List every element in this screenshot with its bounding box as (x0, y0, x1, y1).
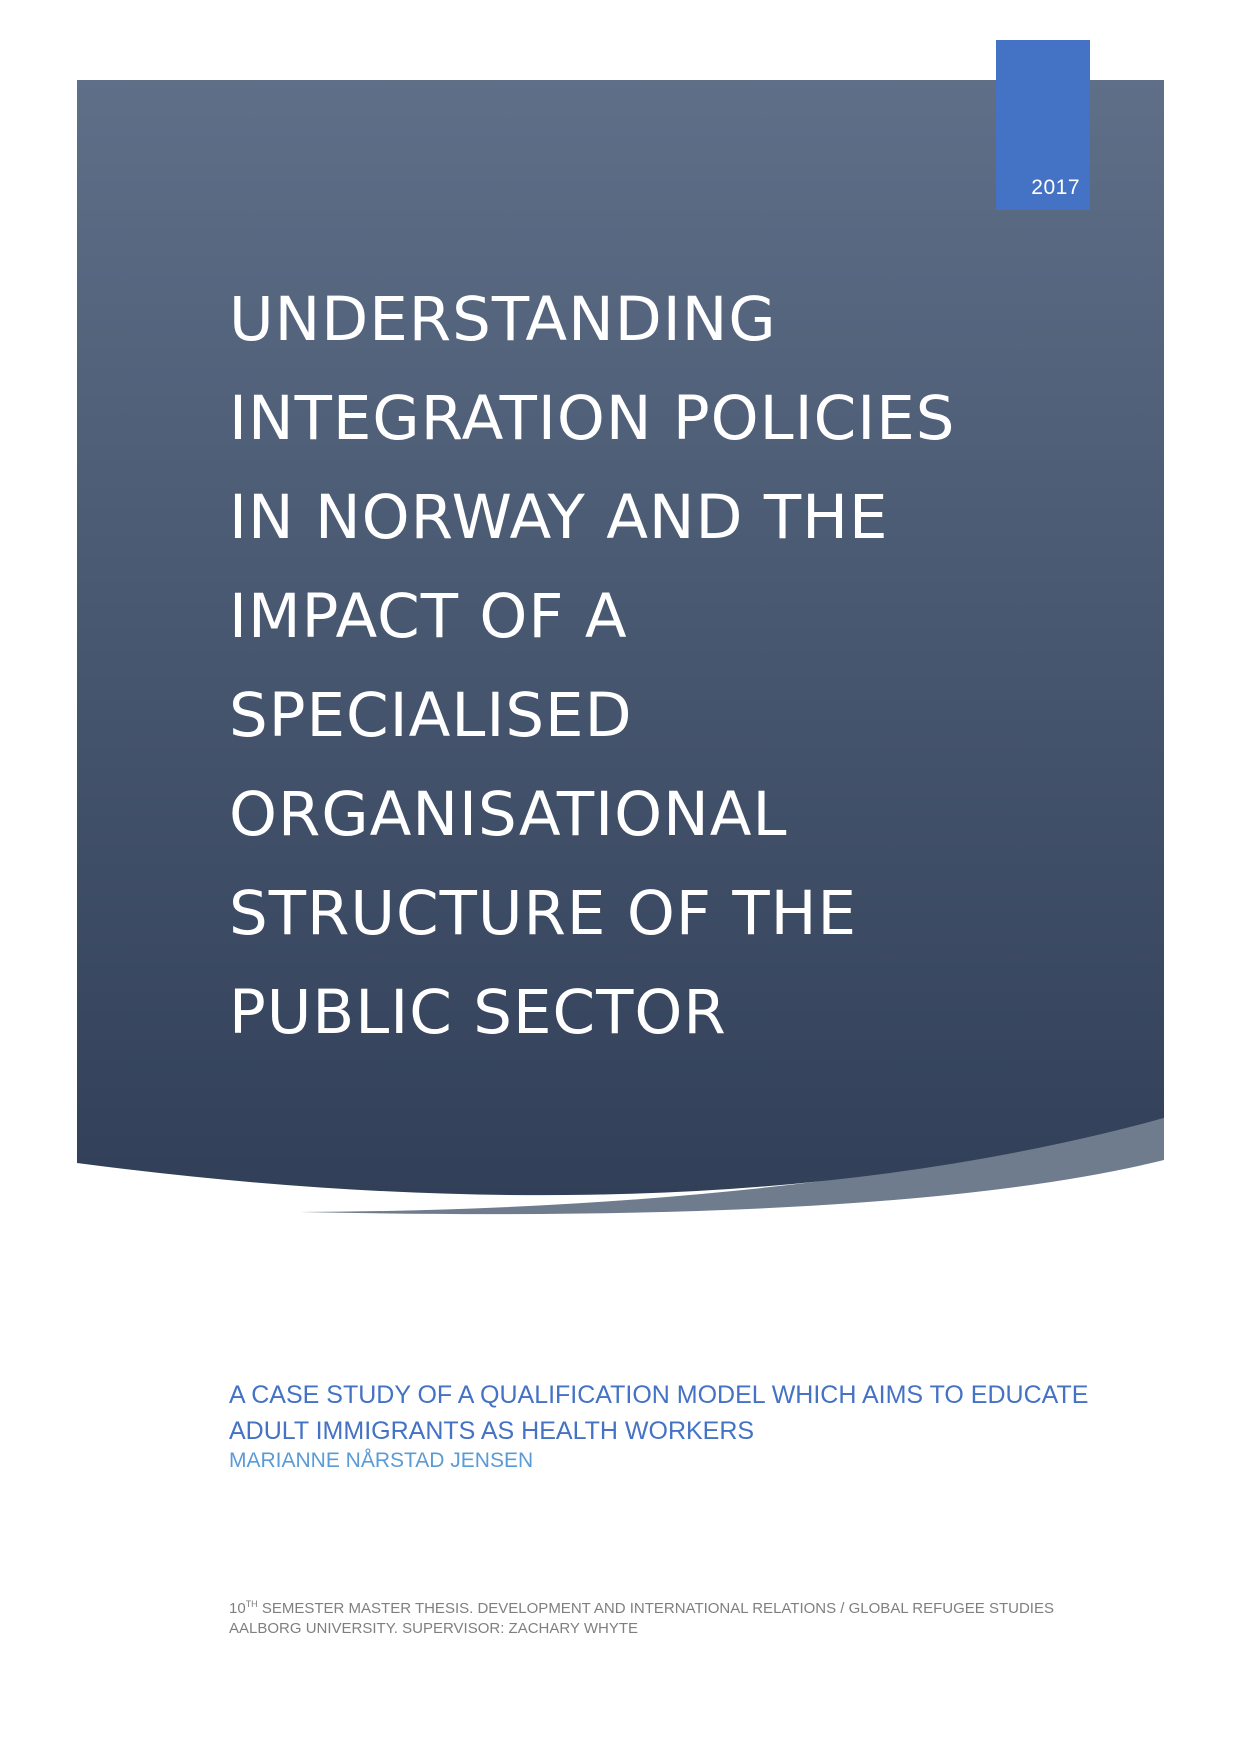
semester-number: 10 (229, 1600, 246, 1617)
author-name: MARIANNE NÅRSTAD JENSEN (229, 1449, 534, 1472)
program-text: SEMESTER MASTER THESIS. DEVELOPMENT AND INTERNATIONAL RELATIONS / GLOBAL REFUGEE STUDIES (257, 1600, 1054, 1617)
document-title: UNDERSTANDING INTEGRATION POLICIES IN NORWAY AND THE IMPACT OF A SPECIALISED ORGANISATIONAL STRUCTURE OF THE PUBLIC SECTOR (229, 284, 956, 1048)
year-tab (996, 40, 1090, 210)
thesis-info (229, 1599, 1129, 1639)
thesis-info-line-2: AALBORG UNIVERSITY. SUPERVISOR: ZACHARY WHYTE (229, 1620, 638, 1637)
document-subtitle: A CASE STUDY OF A QUALIFICATION MODEL WHICH AIMS TO EDUCATE ADULT IMMIGRANTS AS HEALTH WORKERS (229, 1381, 1089, 1445)
year-label: 2017 (1031, 176, 1080, 199)
thesis-info-line-1 (229, 1599, 1129, 1619)
semester-suffix: TH (245, 1599, 258, 1609)
